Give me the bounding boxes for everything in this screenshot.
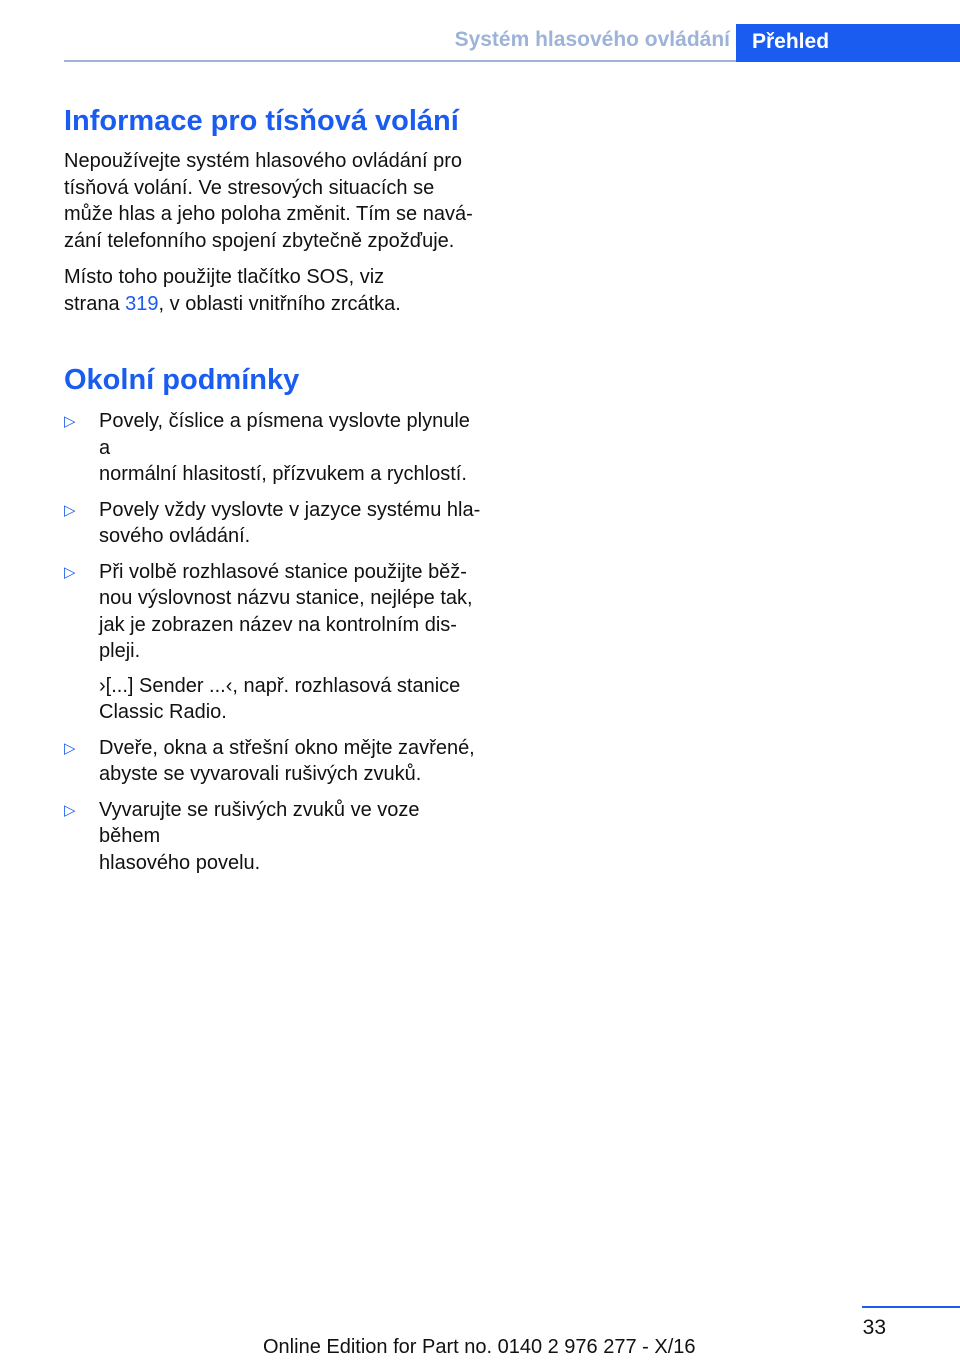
triangle-bullet-icon: ▷ xyxy=(64,738,76,757)
triangle-bullet-icon: ▷ xyxy=(64,412,76,430)
text-line: Classic Radio. xyxy=(99,701,227,723)
list-item xyxy=(64,497,484,550)
text-line: normální hlasitostí, přízvukem a rychlostí. xyxy=(99,463,467,485)
emergency-paragraph xyxy=(64,148,484,254)
edition-note: Online Edition for Part no. 0140 2 976 277 - X/16 xyxy=(263,1336,696,1358)
voice-command-example xyxy=(99,673,484,726)
chapter-tab xyxy=(736,24,960,62)
text-line: sového ovládání. xyxy=(99,525,251,547)
text-line: Nepoužívejte systém hlasového ovládání pro xyxy=(64,150,463,172)
text-line: zání telefonního spojení zbytečně zpožďuje. xyxy=(64,229,455,252)
heading-environment: Okolní podmínky xyxy=(64,364,300,396)
text-line: Povely, číslice a písmena vyslovte plynule a xyxy=(99,410,470,459)
text-line: jak je zobrazen název na kontrolním dis‐ xyxy=(99,613,457,636)
text-line: tísňová volání. Ve stresových situacích se xyxy=(64,176,435,199)
section-title: Systém hlasového ovládání xyxy=(454,28,730,51)
text-line: abyste se vyvarovali rušivých zvuků. xyxy=(99,763,422,785)
list-item xyxy=(64,559,484,726)
text-line: Při volbě rozhlasové stanice použijte běž‐ xyxy=(99,560,467,583)
text-line: ›[...] Sender ...‹, např. rozhlasová stanice xyxy=(99,674,461,697)
text-line: nou výslovnost názvu stanice, nejlépe tak, xyxy=(99,587,473,609)
list-item xyxy=(64,735,484,788)
page-content xyxy=(64,102,484,885)
page-reference-link[interactable]: 319 xyxy=(125,292,159,315)
text-line: pleji. xyxy=(99,640,141,662)
text-prefix: strana xyxy=(64,292,126,315)
text-line: Místo toho použijte tlačítko SOS, viz xyxy=(64,266,385,288)
page-number: 33 xyxy=(862,1316,886,1339)
text-line: může hlas a jeho poloha změnit. Tím se navá‐ xyxy=(64,203,473,225)
list-item xyxy=(64,797,484,877)
triangle-bullet-icon: ▷ xyxy=(64,562,76,581)
conditions-list xyxy=(64,408,484,876)
triangle-bullet-icon: ▷ xyxy=(64,500,76,519)
text-suffix: , v oblasti vnitřního zrcátka. xyxy=(158,292,401,315)
text-line: Vyvarujte se rušivých zvuků ve voze během xyxy=(99,798,420,847)
text-line: Povely vždy vyslovte v jazyce systému hla‐ xyxy=(99,498,481,521)
header-rule xyxy=(64,60,736,62)
text-line: Dveře, okna a střešní okno mějte zavřené, xyxy=(99,736,475,759)
heading-emergency-calls: Informace pro tísňová volání xyxy=(64,105,459,137)
footer-rule xyxy=(862,1306,960,1308)
chapter-tab-label: Přehled xyxy=(752,30,830,53)
triangle-bullet-icon: ▷ xyxy=(64,800,76,819)
sos-paragraph xyxy=(64,264,484,317)
text-line: hlasového povelu. xyxy=(99,851,261,874)
list-item xyxy=(64,408,484,488)
